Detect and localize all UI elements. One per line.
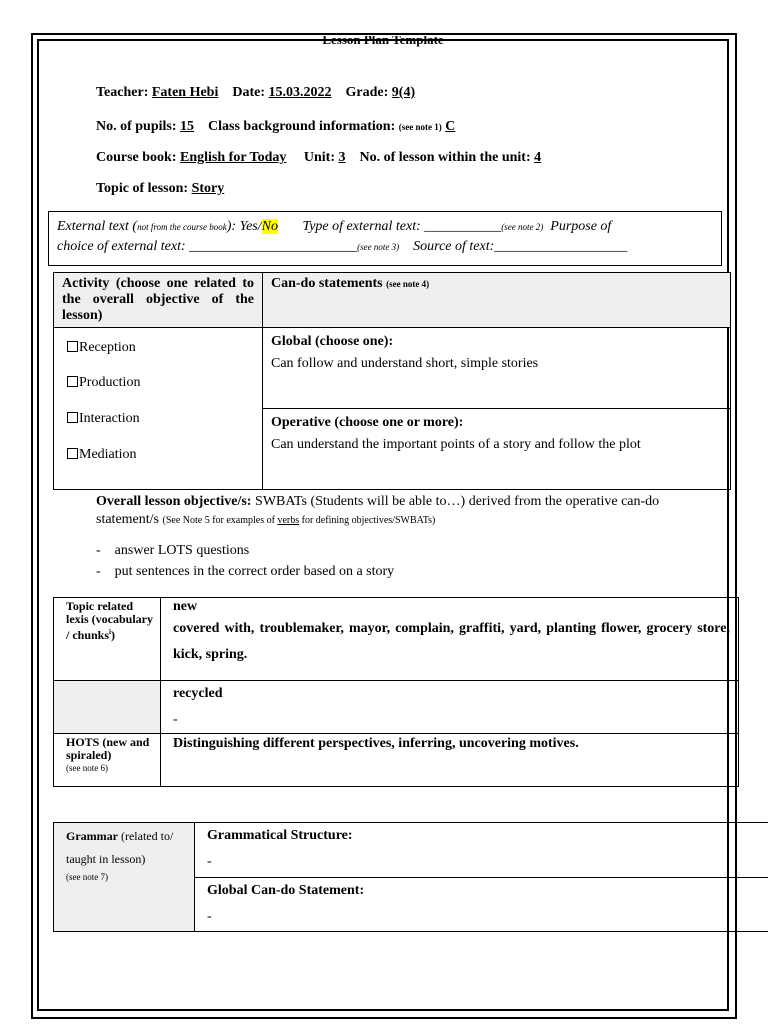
lexis-label-cell [54, 598, 161, 681]
objective-item-text: put sentences in the correct order based on a story [114, 564, 395, 579]
unit-label: Unit: [303, 150, 335, 165]
lesson-number-value: 4 [534, 150, 542, 165]
lexis-label: Topic related lexis (vocabulary / chunks [66, 599, 153, 642]
background-note: (see note 1) [398, 122, 442, 132]
grammar-structure-cell [195, 823, 768, 878]
activity-option-interaction[interactable] [67, 411, 140, 427]
external-purpose-note: (see note 3) [357, 242, 400, 252]
objective-item: - answer LOTS questions [96, 543, 250, 558]
hots-note: (see note 6) [66, 763, 108, 773]
activity-option-label: Mediation [79, 447, 137, 462]
grammar-label-rest: (related to/ taught in lesson) [66, 829, 174, 866]
lexis-new-label: new [173, 599, 198, 614]
cando-header: Can-do statements [271, 276, 383, 291]
page-title: Lesson Plan Template [322, 36, 444, 47]
page-title-wrap [37, 36, 729, 49]
topic-value: Story [191, 181, 225, 196]
date-value: 15.03.2022 [268, 85, 332, 100]
activity-table [53, 272, 731, 490]
global-cando-cell [263, 328, 731, 409]
lexis-recycled-label: recycled [173, 686, 223, 701]
lexis-label-end: ) [110, 628, 115, 642]
external-text-box [48, 211, 722, 266]
lexis-new-cell [161, 598, 739, 681]
external-purpose-line: choice of external text: ________________________ [57, 239, 358, 254]
lesson-number-label: No. of lesson within the unit: [359, 150, 531, 165]
activity-header: Activity (choose one related to the overall objective of the lesson) [54, 273, 263, 328]
pupils-line [96, 119, 455, 135]
activity-option-reception[interactable] [67, 340, 136, 356]
lexis-recycled-text: - [173, 712, 178, 727]
objective-text: SWBATs (Students will be able to…) derived from the operative can-do [255, 494, 660, 509]
operative-text: Can understand the important points of a story and follow the plot [271, 437, 641, 452]
hots-label: HOTS (new and spiraled) [66, 735, 150, 762]
external-type-label: Type of external text: ___________ [302, 219, 502, 234]
teacher-line [96, 85, 415, 101]
lexis-table [53, 597, 739, 787]
pupils-label: No. of pupils: [96, 119, 177, 134]
background-label: Class background information: [208, 119, 396, 134]
coursebook-value: English for Today [180, 150, 287, 165]
pupils-value: 15 [180, 119, 195, 134]
external-type-note: (see note 2) [501, 222, 544, 232]
external-yes: Yes/ [239, 219, 262, 234]
lexis-recycled-cell [161, 681, 739, 734]
topic-line [96, 181, 224, 197]
objectives-block [96, 493, 726, 530]
grammar-structure-text: - [207, 854, 212, 869]
hots-text: Distinguishing different perspectives, inferring, uncovering motives. [161, 734, 739, 787]
activity-options-cell [54, 328, 263, 490]
hots-label-cell [54, 734, 161, 787]
global-text: Can follow and understand short, simple stories [271, 356, 539, 371]
objective-note-post: for defining objectives/SWBATs) [299, 515, 436, 526]
grammar-label: Grammar [66, 829, 118, 843]
grammar-table [53, 822, 768, 932]
objective-note-link[interactable]: verbs [277, 515, 300, 526]
cando-header-cell [263, 273, 731, 328]
external-label-small: not from the course book [137, 222, 227, 232]
objective-item-text: answer LOTS questions [114, 543, 250, 558]
lexis-label-sup: i [109, 628, 111, 636]
date-label: Date: [232, 85, 266, 100]
background-value: C [445, 119, 456, 134]
grade-value: 9(4) [391, 85, 416, 100]
lexis-recycled-blank [54, 681, 161, 734]
teacher-label: Teacher: [96, 85, 149, 100]
grammar-note: (see note 7) [66, 872, 108, 882]
grade-label: Grade: [345, 85, 389, 100]
operative-label: Operative (choose one or more): [271, 415, 464, 430]
lexis-new-text: covered with, troublemaker, mayor, complain, graffiti, yard, planting flower, grocery store, kick, spring. [173, 621, 730, 662]
checkbox-icon[interactable] [67, 341, 78, 352]
grammar-cando-text: - [207, 908, 212, 924]
teacher-value: Faten Hebi [151, 85, 219, 100]
external-purpose-label: Purpose of [550, 219, 612, 234]
external-label: External text ( [57, 219, 138, 234]
external-source-label: Source of text:___________________ [413, 239, 628, 254]
checkbox-icon[interactable] [67, 412, 78, 423]
activity-option-production[interactable] [67, 375, 140, 391]
grammar-label-cell [54, 823, 195, 932]
activity-option-label: Production [79, 375, 141, 390]
checkbox-icon[interactable] [67, 448, 78, 459]
objective-note [163, 515, 436, 526]
topic-label: Topic of lesson: [96, 181, 189, 196]
objective-item: - put sentences in the correct order based on a story [96, 564, 395, 579]
coursebook-line [96, 150, 541, 166]
objective-note-pre: (See Note 5 for examples of [162, 515, 278, 526]
external-no-selected: No [261, 219, 278, 234]
cando-note: (see note 4) [386, 279, 430, 289]
activity-option-label: Interaction [79, 411, 140, 426]
unit-value: 3 [338, 150, 346, 165]
external-label-end: ): [226, 219, 237, 234]
global-label: Global (choose one): [271, 334, 394, 349]
objective-label: Overall lesson objective/s: [96, 494, 252, 509]
grammar-structure-label: Grammatical Structure: [207, 828, 353, 843]
checkbox-icon[interactable] [67, 376, 78, 387]
grammar-cando-cell [195, 877, 768, 932]
coursebook-label: Course book: [96, 150, 177, 165]
objective-text-2: statement/s [96, 512, 159, 527]
operative-cando-cell [263, 409, 731, 490]
grammar-cando-label: Global Can-do Statement: [207, 882, 365, 898]
activity-option-label: Reception [79, 340, 136, 355]
activity-option-mediation[interactable] [67, 447, 137, 463]
